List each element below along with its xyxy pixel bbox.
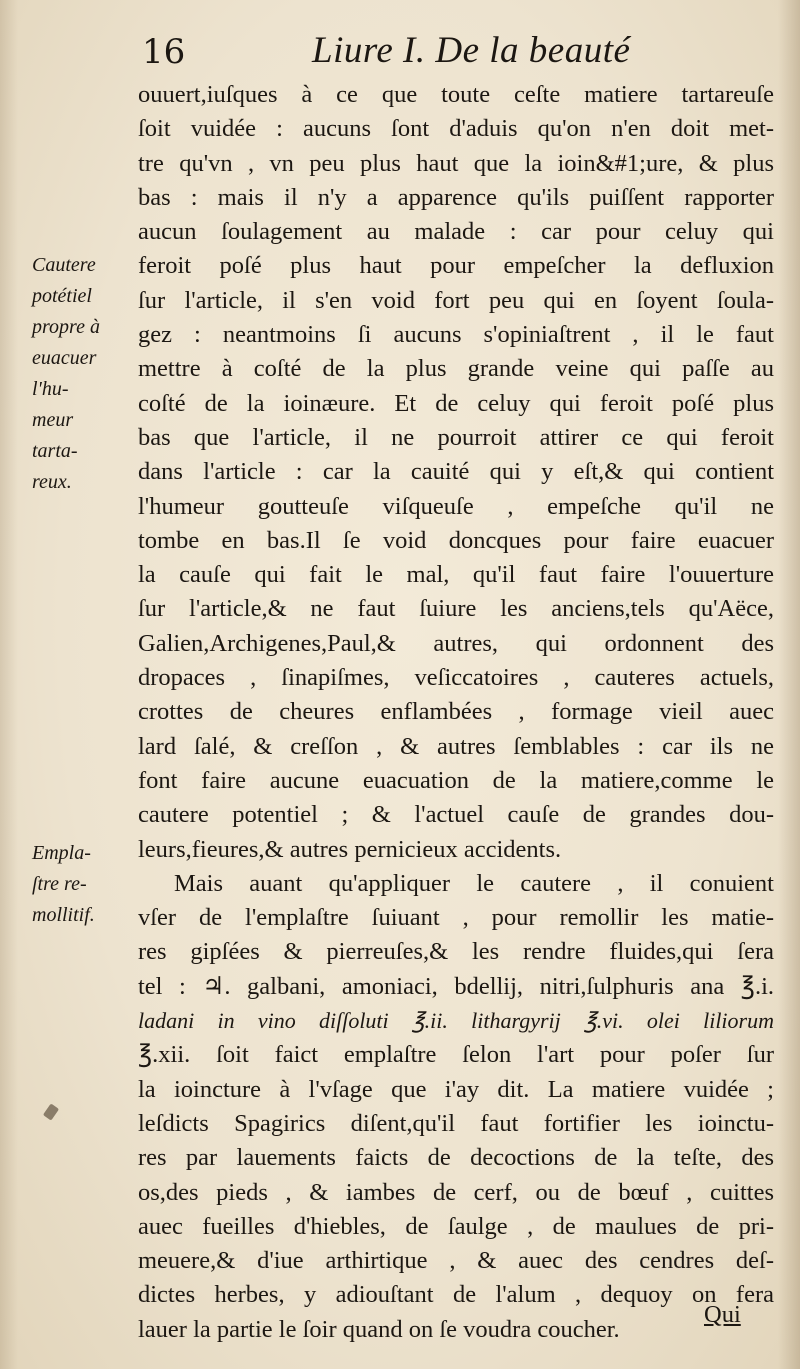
text-line: feroit poſé plus haut pour empeſcher la defluxion <box>138 252 774 280</box>
page-shadow-right <box>778 0 800 1369</box>
text-line: Galien,Archigenes,Paul,& autres, qui ordonnent des <box>138 629 774 657</box>
text-line: dropaces , ſinapiſmes, veſiccatoires , cauteres actuels, <box>138 664 774 692</box>
margin-note-line: mollitif. <box>32 904 95 926</box>
margin-note-line: meur <box>32 409 74 431</box>
text-line: ſur l'article, il s'en void fort peu qui en ſoyent ſoula- <box>138 286 774 314</box>
text-line: bas que l'article, il ne pourroit attirer ce qui feroit <box>138 423 774 451</box>
text-line: os,des pieds , & iambes de cerf, ou de bœuf , cuittes <box>138 1178 774 1206</box>
text-line: leurs,fieures,& autres pernicieux accidents. <box>138 835 562 863</box>
text-line: res par lauements faicts de decoctions de la teſte, des <box>138 1144 774 1172</box>
text-line: font faire aucune euacuation de la matiere,comme le <box>138 766 774 794</box>
text-line: leſdicts Spagirics diſent,qu'il faut fortifier les ioinctu- <box>138 1109 774 1137</box>
recipe-line: tel : ♃. galbani, amoniaci, bdellij, nitri,ſulphuris ana ℥.i. <box>138 972 774 1000</box>
margin-note-line: ſtre re- <box>32 873 87 895</box>
body-text <box>138 78 774 1347</box>
text-line: coſté de la ioinӕure. Et de celuy qui feroit poſé plus <box>138 389 774 417</box>
text-line: vſer de l'emplaſtre ſuiuant , pour remollir les matie- <box>138 904 774 932</box>
margin-note-line: propre à <box>32 316 100 338</box>
text-line: tombe en bas.Il ſe void doncques pour faire euacuer <box>138 526 774 554</box>
text-line: mettre à coſté de la plus grande veine qui paſſe au <box>138 355 774 383</box>
margin-note-line: Empla- <box>32 842 91 864</box>
margin-note-line: l'hu- <box>32 378 69 400</box>
text-line: ſoit vuidée : aucuns ſont d'aduis qu'on n'en doit met- <box>138 115 774 143</box>
margin-note-line: reux. <box>32 471 72 493</box>
catchword: Qui <box>704 1301 741 1328</box>
text-line: ſur l'article,& ne faut ſuiure les anciens,tels qu'Aëce, <box>138 595 774 623</box>
text-line: meuere,& d'iue arthirtique , & auec des cendres deſ- <box>138 1247 774 1275</box>
ink-blot <box>43 1103 59 1120</box>
margin-note-emplastre <box>32 838 142 931</box>
text-line: Mais auant qu'appliquer le cautere , il conuient <box>174 869 774 897</box>
text-line: ℥.xii. ſoit faict emplaſtre ſelon l'art pour poſer ſur <box>138 1041 774 1069</box>
page-header <box>0 14 800 74</box>
text-line: tre qu'vn , vn peu plus haut que la ioin&#1;ure, & plus <box>138 149 774 177</box>
text-line: la ioincture à l'vſage que i'ay dit. La matiere vuidée ; <box>138 1075 774 1103</box>
recipe-line: ladani in vino diſſoluti ℥.ii. lithargyrij ℥.vi. olei liliorum <box>138 1008 774 1034</box>
text-line: lard ſalé, & creſſon , & autres ſemblables : car ils ne <box>138 732 774 760</box>
text-line: ouuert,iuſques à ce que toute ceſte matiere tartareuſe <box>138 81 774 108</box>
margin-note-cautere <box>32 250 142 498</box>
text-line: lauer la partie le ſoir quand on ſe voudra coucher. <box>138 1315 620 1343</box>
margin-note-line: potétiel <box>32 285 92 307</box>
text-line: aucun ſoulagement au malade : car pour celuy qui <box>138 218 774 246</box>
text-line: gez : neantmoins ſi aucuns s'opiniaſtrent , il le faut <box>138 321 774 349</box>
text-line: auec fueilles d'hiebles, de ſaulge , de maulues de pri- <box>138 1212 774 1240</box>
text-line: la cauſe qui fait le mal, qu'il faut faire l'ouuerture <box>138 561 774 589</box>
text-line: bas : mais il n'y a apparence qu'ils puiſſent rapporter <box>138 183 774 211</box>
margin-note-line: tarta- <box>32 440 78 462</box>
text-line: l'humeur goutteuſe viſqueuſe , empeſche qu'il ne <box>138 492 774 520</box>
margin-note-line: euacuer <box>32 347 97 369</box>
text-line: cautere potentiel ; & l'actuel cauſe de grandes dou- <box>138 801 774 829</box>
page-shadow-left <box>0 0 18 1369</box>
text-line: dans l'article : car la cauité qui y eſt,& qui contient <box>138 458 774 486</box>
text-line: dictes herbes, y adiouſtant de l'alum , dequoy on fera <box>138 1281 774 1309</box>
page-number: 16 <box>142 32 186 72</box>
running-head: Liure I. De la beauté <box>312 30 631 71</box>
text-line: res gipſées & pierreuſes,& les rendre fluides,qui ſera <box>138 938 774 966</box>
text-line: crottes de cheures enflambées , formage vieil auec <box>138 698 774 726</box>
margin-note-line: Cautere <box>32 254 96 276</box>
